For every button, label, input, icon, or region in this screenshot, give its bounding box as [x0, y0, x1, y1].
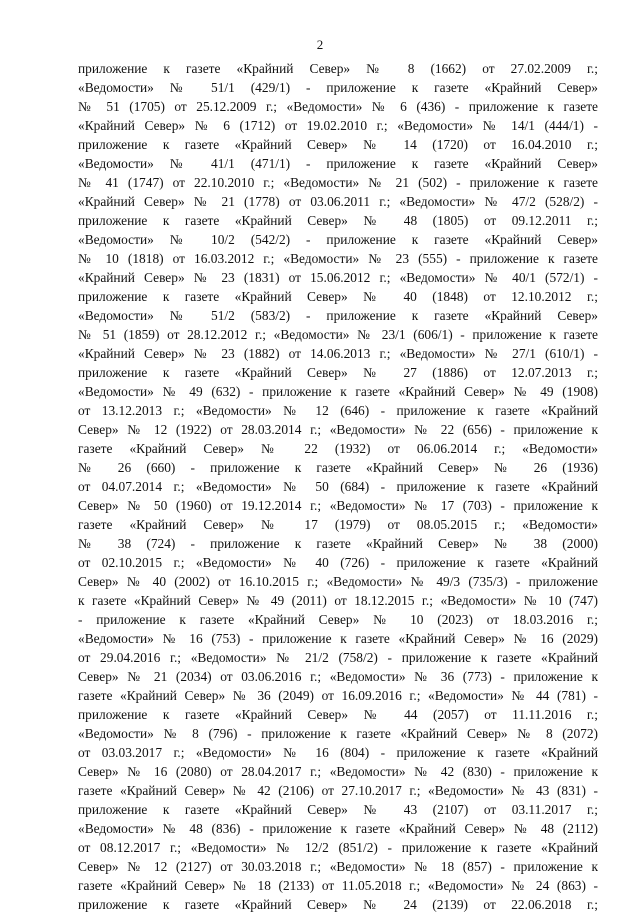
text-line: «Крайний Север» № 23 (1882) от 14.06.2013 г.; «Ведомости» № 27/1 (610/1) - — [78, 346, 598, 361]
text-line: приложение к газете «Крайний Север» № 14 (1720) от 16.04.2010 г.; — [78, 137, 598, 152]
text-line: Север» № 21 (2034) от 03.06.2016 г.; «Ведомости» № 36 (773) - приложение к — [78, 669, 598, 684]
text-line: от 29.04.2016 г.; «Ведомости» № 21/2 (758/2) - приложение к газете «Крайний — [78, 650, 598, 665]
page-number: 2 — [316, 37, 324, 52]
text-line: Север» № 12 (1922) от 28.03.2014 г.; «Ведомости» № 22 (656) - приложение к — [78, 422, 598, 437]
text-line: «Ведомости» № 49 (632) - приложение к газете «Крайний Север» № 49 (1908) — [78, 384, 598, 399]
text-line: № 26 (660) - приложение к газете «Крайний Север» № 26 (1936) — [78, 460, 598, 475]
text-line: от 04.07.2014 г.; «Ведомости» № 50 (684) - приложение к газете «Крайний — [78, 479, 598, 494]
text-line: газете «Крайний Север» № 22 (1932) от 06.06.2014 г.; «Ведомости» — [78, 441, 598, 456]
text-line: от 08.12.2017 г.; «Ведомости» № 12/2 (851/2) - приложение к газете «Крайний — [78, 840, 598, 855]
text-line: «Ведомости» № 10/2 (542/2) - приложение к газете «Крайний Север» — [78, 232, 598, 247]
text-line: № 10 (1818) от 16.03.2012 г.; «Ведомости» № 23 (555) - приложение к газете — [78, 251, 598, 266]
text-line: № 51 (1859) от 28.12.2012 г.; «Ведомости» № 23/1 (606/1) - приложение к газете — [78, 327, 598, 342]
text-line: газете «Крайний Север» № 18 (2133) от 11.05.2018 г.; «Ведомости» № 24 (863) - — [78, 878, 598, 893]
body-text — [78, 59, 598, 914]
text-line: газете «Крайний Север» № 17 (1979) от 08.05.2015 г.; «Ведомости» — [78, 517, 598, 532]
text-line: от 02.10.2015 г.; «Ведомости» № 40 (726) - приложение к газете «Крайний — [78, 555, 598, 570]
text-line: приложение к газете «Крайний Север» № 40 (1848) от 12.10.2012 г.; — [78, 289, 598, 304]
text-line: «Ведомости» № 51/2 (583/2) - приложение к газете «Крайний Север» — [78, 308, 598, 323]
text-line: «Крайний Север» № 23 (1831) от 15.06.2012 г.; «Ведомости» № 40/1 (572/1) - — [78, 270, 598, 285]
text-line: «Ведомости» № 41/1 (471/1) - приложение к газете «Крайний Север» — [78, 156, 598, 171]
text-line: «Ведомости» № 51/1 (429/1) - приложение к газете «Крайний Север» — [78, 80, 598, 95]
text-line: «Ведомости» № 16 (753) - приложение к газете «Крайний Север» № 16 (2029) — [78, 631, 598, 646]
text-line: приложение к газете «Крайний Север» № 43 (2107) от 03.11.2017 г.; — [78, 802, 598, 817]
text-line: № 51 (1705) от 25.12.2009 г.; «Ведомости» № 6 (436) - приложение к газете — [78, 99, 598, 114]
text-line: от 03.03.2017 г.; «Ведомости» № 16 (804) - приложение к газете «Крайний — [78, 745, 598, 760]
text-line: Север» № 16 (2080) от 28.04.2017 г.; «Ведомости» № 42 (830) - приложение к — [78, 764, 598, 779]
text-line: Север» № 40 (2002) от 16.10.2015 г.; «Ведомости» № 49/3 (735/3) - приложение — [78, 574, 598, 589]
text-line: Север» № 50 (1960) от 19.12.2014 г.; «Ведомости» № 17 (703) - приложение к — [78, 498, 598, 513]
text-line: «Крайний Север» № 21 (1778) от 03.06.2011 г.; «Ведомости» № 47/2 (528/2) - — [78, 194, 598, 209]
text-line: Север» № 12 (2127) от 30.03.2018 г.; «Ведомости» № 18 (857) - приложение к — [78, 859, 598, 874]
text-line: приложение к газете «Крайний Север» № 8 (1662) от 27.02.2009 г.; — [78, 61, 598, 76]
text-line: № 41 (1747) от 22.10.2010 г.; «Ведомости» № 21 (502) - приложение к газете — [78, 175, 598, 190]
text-line: газете «Крайний Север» № 42 (2106) от 27.10.2017 г.; «Ведомости» № 43 (831) - — [78, 783, 598, 798]
text-line: - приложение к газете «Крайний Север» № 10 (2023) от 18.03.2016 г.; — [78, 612, 598, 627]
text-line: газете «Крайний Север» № 36 (2049) от 16.09.2016 г.; «Ведомости» № 44 (781) - — [78, 688, 598, 703]
text-line: «Крайний Север» № 6 (1712) от 19.02.2010 г.; «Ведомости» № 14/1 (444/1) - — [78, 118, 598, 133]
text-line: приложение к газете «Крайний Север» № 44 (2057) от 11.11.2016 г.; — [78, 707, 598, 722]
text-line: к газете «Крайний Север» № 49 (2011) от 18.12.2015 г.; «Ведомости» № 10 (747) — [78, 593, 598, 608]
text-line: приложение к газете «Крайний Север» № 48 (1805) от 09.12.2011 г.; — [78, 213, 598, 228]
text-line: приложение к газете «Крайний Север» № 24 (2139) от 22.06.2018 г.; — [78, 897, 598, 912]
text-line: приложение к газете «Крайний Север» № 27 (1886) от 12.07.2013 г.; — [78, 365, 598, 380]
text-line: от 13.12.2013 г.; «Ведомости» № 12 (646) - приложение к газете «Крайний — [78, 403, 598, 418]
text-line: «Ведомости» № 8 (796) - приложение к газете «Крайний Север» № 8 (2072) — [78, 726, 598, 741]
text-line: № 38 (724) - приложение к газете «Крайний Север» № 38 (2000) — [78, 536, 598, 551]
text-line: «Ведомости» № 48 (836) - приложение к газете «Крайний Север» № 48 (2112) — [78, 821, 598, 836]
